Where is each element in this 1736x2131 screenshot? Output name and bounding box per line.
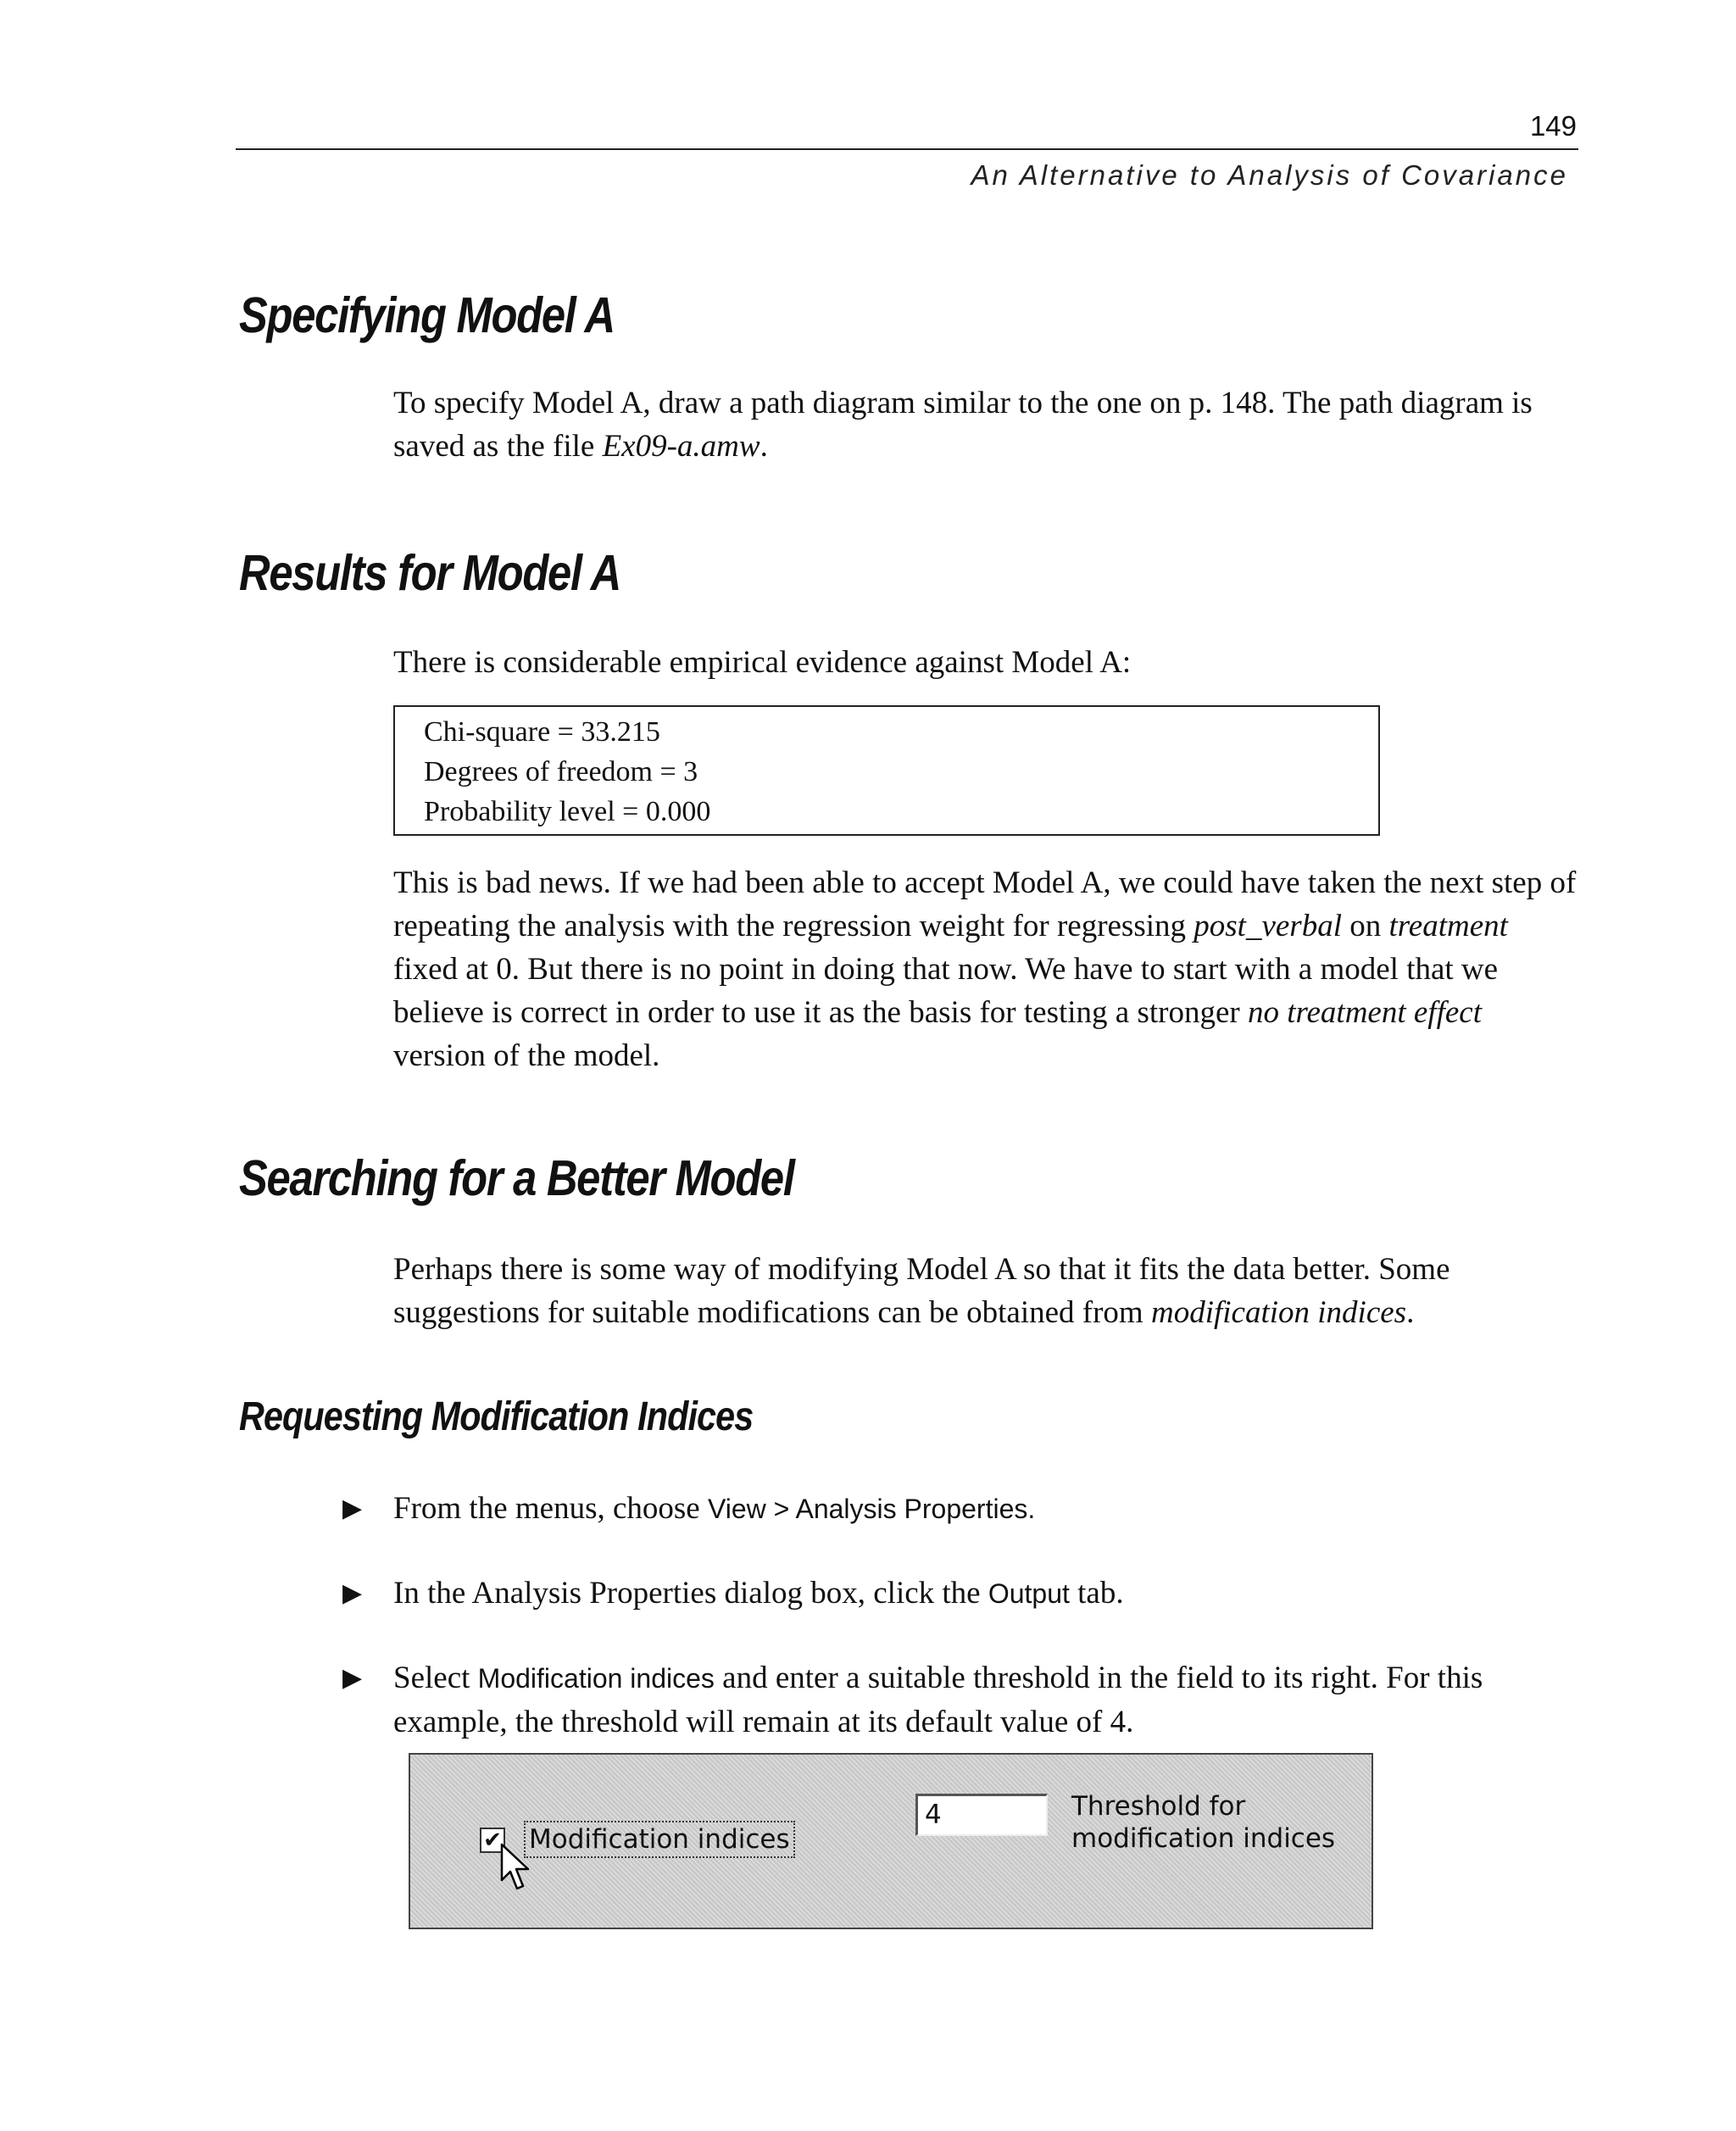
heading-requesting-modification-indices: Requesting Modification Indices	[239, 1394, 754, 1439]
threshold-label: Threshold for modification indices	[1071, 1791, 1336, 1854]
text: Select	[393, 1661, 478, 1695]
text: .	[760, 429, 768, 464]
output-probability-level: Probability level = 0.000	[424, 796, 711, 827]
bullet-icon: ▶	[342, 1494, 363, 1522]
text: version of the model.	[393, 1038, 660, 1073]
page-number: 149	[1529, 110, 1577, 142]
text: This is bad news. If we had been able to accept Model A, we could have taken the next step of repeating the analysis with the regression weight for regressing	[393, 865, 1577, 943]
variable-post-verbal: post_verbal	[1194, 909, 1342, 943]
text: In the Analysis Properties dialog box, click the	[393, 1576, 988, 1611]
arrow-cursor-icon	[500, 1843, 534, 1894]
analysis-properties-dialog-excerpt	[409, 1753, 1373, 1929]
modification-indices-label[interactable]: Modification indices	[524, 1821, 795, 1858]
text: fixed at 0. But there is no point in doing that now. We have to start with a model that we believe is correct in order to use it as the basis for testing a stronger	[393, 952, 1499, 1030]
emphasis: modification indices	[1150, 1295, 1407, 1330]
text: .	[1406, 1295, 1415, 1330]
menu-path: View > Analysis Properties.	[707, 1494, 1036, 1524]
paragraph-searching	[393, 1248, 1580, 1334]
text: From the menus, choose	[393, 1491, 708, 1526]
file-name: Ex09-a.amw	[602, 429, 760, 464]
bullet-icon: ▶	[342, 1579, 363, 1607]
bullet-item-output-tab	[393, 1572, 1580, 1616]
bullet-item-menus	[393, 1487, 1580, 1531]
paragraph-results-discussion	[393, 861, 1580, 1077]
heading-results-model-a: Results for Model A	[239, 545, 621, 601]
text: tab.	[1069, 1576, 1124, 1611]
paragraph-specifying	[393, 381, 1580, 468]
header-rule	[236, 148, 1578, 150]
variable-treatment: treatment	[1388, 909, 1508, 943]
emphasis: no treatment effect	[1247, 995, 1482, 1030]
option-name: Modification indices	[477, 1663, 715, 1694]
text: on	[1341, 909, 1389, 943]
output-chi-square: Chi-square = 33.215	[424, 716, 660, 748]
heading-specifying-model-a: Specifying Model A	[239, 287, 615, 343]
text: To specify Model A, draw a path diagram similar to the one on p. 148. The path diagram is saved as the file	[393, 386, 1533, 464]
heading-searching-better-model: Searching for a Better Model	[239, 1150, 794, 1206]
bullet-item-select-option	[393, 1656, 1580, 1744]
bullet-icon: ▶	[342, 1664, 363, 1692]
tab-name: Output	[988, 1578, 1070, 1609]
output-box	[393, 705, 1380, 836]
text: Perhaps there is some way of modifying Model A so that it fits the data better. Some suggestions for suitable modifications can be obtained from	[393, 1252, 1450, 1330]
output-degrees-of-freedom: Degrees of freedom = 3	[424, 756, 698, 787]
modification-indices-checkbox[interactable]: ✔	[480, 1828, 505, 1853]
paragraph-results-intro: There is considerable empirical evidence against Model A:	[393, 645, 1132, 680]
running-head: An Alternative to Analysis of Covariance	[971, 159, 1568, 191]
threshold-input[interactable]: 4	[915, 1794, 1048, 1836]
text: and enter a suitable threshold in the field to its right. For this example, the threshold will remain at its default value of 4.	[393, 1661, 1483, 1739]
